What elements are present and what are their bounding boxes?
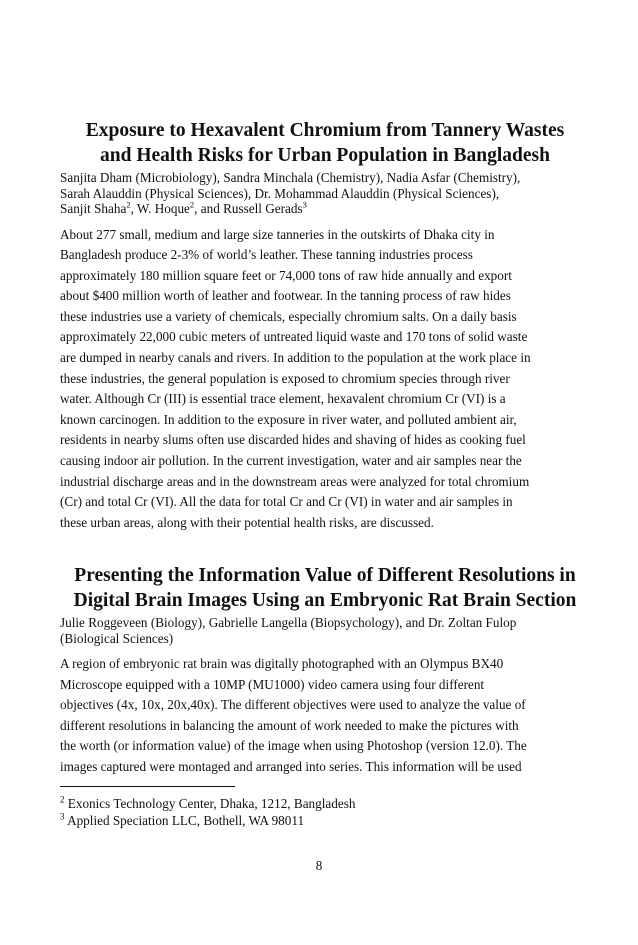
author-line: Sanjita Dham (Microbiology), Sandra Minchala (Chemistry), Nadia Asfar (Chemistry), xyxy=(60,170,521,185)
body-line: approximately 22,000 cubic meters of untreated liquid waste and 170 tons of solid waste xyxy=(60,329,528,345)
footnote-ref: 2 xyxy=(189,199,195,210)
footnote-ref: 3 xyxy=(302,199,307,210)
footnote-number: 2 xyxy=(60,794,65,805)
abstract-body xyxy=(60,225,590,534)
body-line: About 277 small, medium and large size tanneries in the outskirts of Dhaka city in xyxy=(60,226,495,242)
body-line: objectives (4x, 10x, 20x,40x). The different objectives were used to analyze the value of xyxy=(60,697,526,713)
title-line: and Health Risks for Urban Population in Bangladesh xyxy=(100,145,550,166)
body-line: these industries use a variety of chemicals, especially chromium salts. On a daily basis xyxy=(60,308,517,324)
footnote-ref: 2 xyxy=(126,199,131,210)
body-line: water. Although Cr (III) is essential trace element, hexavalent chromium Cr (VI) is a xyxy=(60,391,506,407)
page-number: 8 xyxy=(315,858,323,873)
author-name: , and Russell Gerads xyxy=(194,201,303,216)
abstract-title xyxy=(60,118,590,168)
abstract-title xyxy=(60,563,590,613)
footnote-divider xyxy=(60,786,235,787)
body-line: A region of embryonic rat brain was digitally photographed with an Olympus BX40 xyxy=(60,656,504,671)
author-line: Sarah Alauddin (Physical Sciences), Dr. Mohammad Alauddin (Physical Sciences), xyxy=(60,185,500,201)
body-line: the worth (or information value) of the image when using Photoshop (version 12.0). The xyxy=(60,738,527,754)
body-line: about $400 million worth of leather and footwear. In the tanning process of raw hides xyxy=(60,288,511,304)
footnotes xyxy=(60,795,355,829)
author-line: Julie Roggeveen (Biology), Gabrielle Langella (Biopsychology), and Dr. Zoltan Fulop xyxy=(60,615,517,630)
body-line: different resolutions in balancing the amount of work needed to make the pictures with xyxy=(60,717,519,733)
body-line: (Cr) and total Cr (VI). All the data for total Cr and Cr (VI) in water and air samples in xyxy=(60,494,513,510)
abstract-brain-images xyxy=(60,563,590,778)
body-line: Bangladesh produce 2-3% of world’s leather. These tanning industries process xyxy=(60,247,473,263)
author-line: (Biological Sciences) xyxy=(60,630,174,646)
footnote-text: Exonics Technology Center, Dhaka, 1212, Bangladesh xyxy=(64,796,356,811)
body-line: industrial discharge areas and in the downstream areas were analyzed for total chromium xyxy=(60,473,530,489)
body-line: images captured were montaged and arranged into series. This information will be used xyxy=(60,758,522,774)
body-line: Microscope equipped with a 10MP (MU1000) video camera using four different xyxy=(60,676,485,692)
author-list xyxy=(60,615,590,646)
footnote-number: 3 xyxy=(60,811,65,822)
author-list xyxy=(60,170,590,217)
body-line: residents in nearby slums often use discarded hides and shaving of hides as cooking fuel xyxy=(60,432,526,448)
body-line: approximately 180 million square feet or 74,000 tons of raw hide annually and export xyxy=(60,267,512,283)
author-name: Sanjit Shaha xyxy=(60,201,127,216)
author-name: , W. Hoque xyxy=(130,201,190,216)
footnote-text: Applied Speciation LLC, Bothell, WA 98011 xyxy=(64,813,305,828)
body-line: are dumped in nearby canals and rivers. In addition to the population at the work place in xyxy=(60,350,531,366)
abstract-chromium xyxy=(60,118,590,533)
body-line: these urban areas, along with their potential health risks, are discussed. xyxy=(60,514,434,530)
body-line: causing indoor air pollution. In the current investigation, water and air samples near the xyxy=(60,453,522,469)
title-line: Digital Brain Images Using an Embryonic Rat Brain Section xyxy=(73,590,577,611)
body-line: these industries, the general population is exposed to chromium species through river xyxy=(60,370,510,386)
footnote xyxy=(60,795,355,812)
title-line: Presenting the Information Value of Different Resolutions in xyxy=(74,565,576,586)
title-line: Exposure to Hexavalent Chromium from Tannery Wastes xyxy=(85,120,565,141)
author-line xyxy=(60,201,590,217)
body-line: known carcinogen. In addition to the exposure in river water, and polluted ambient air, xyxy=(60,411,517,427)
abstract-body xyxy=(60,654,590,778)
footnote xyxy=(60,812,355,829)
